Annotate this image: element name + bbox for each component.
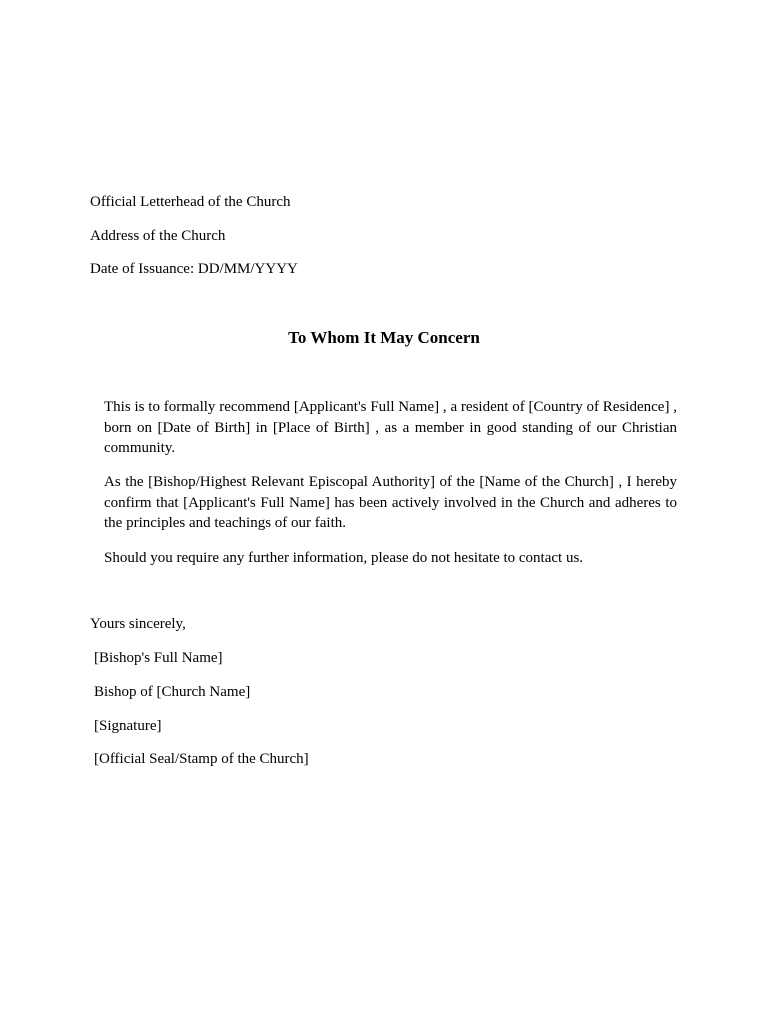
signature-placeholder: [Signature] bbox=[94, 718, 162, 734]
bishop-role-line: Bishop of [Church Name] bbox=[94, 684, 251, 700]
bishop-name-placeholder: [Bishop's Full Name] bbox=[94, 650, 223, 666]
issuance-date-line: Date of Issuance: DD/MM/YYYY bbox=[90, 261, 298, 277]
closing-salutation: Yours sincerely, bbox=[90, 616, 186, 632]
letter-title: To Whom It May Concern bbox=[288, 328, 480, 347]
body-paragraph-recommendation: This is to formally recommend [Applicant's Full Name] , a resident of [Country of Residence] , born on [Date of Birth] in [Place of Birth] , as a member in good standing of our Christian community. bbox=[104, 399, 677, 456]
body-paragraph-confirmation: As the [Bishop/Highest Relevant Episcopal Authority] of the [Name of the Church] , I hereby confirm that [Applicant's Full Name] has been actively involved in the Church and adheres to the principles and teachings of our faith. bbox=[104, 474, 677, 531]
letterhead-line: Official Letterhead of the Church bbox=[90, 194, 291, 210]
body-paragraph-contact: Should you require any further information, please do not hesitate to contact us. bbox=[104, 550, 584, 566]
church-address-line: Address of the Church bbox=[90, 228, 226, 244]
seal-placeholder: [Official Seal/Stamp of the Church] bbox=[94, 751, 309, 767]
